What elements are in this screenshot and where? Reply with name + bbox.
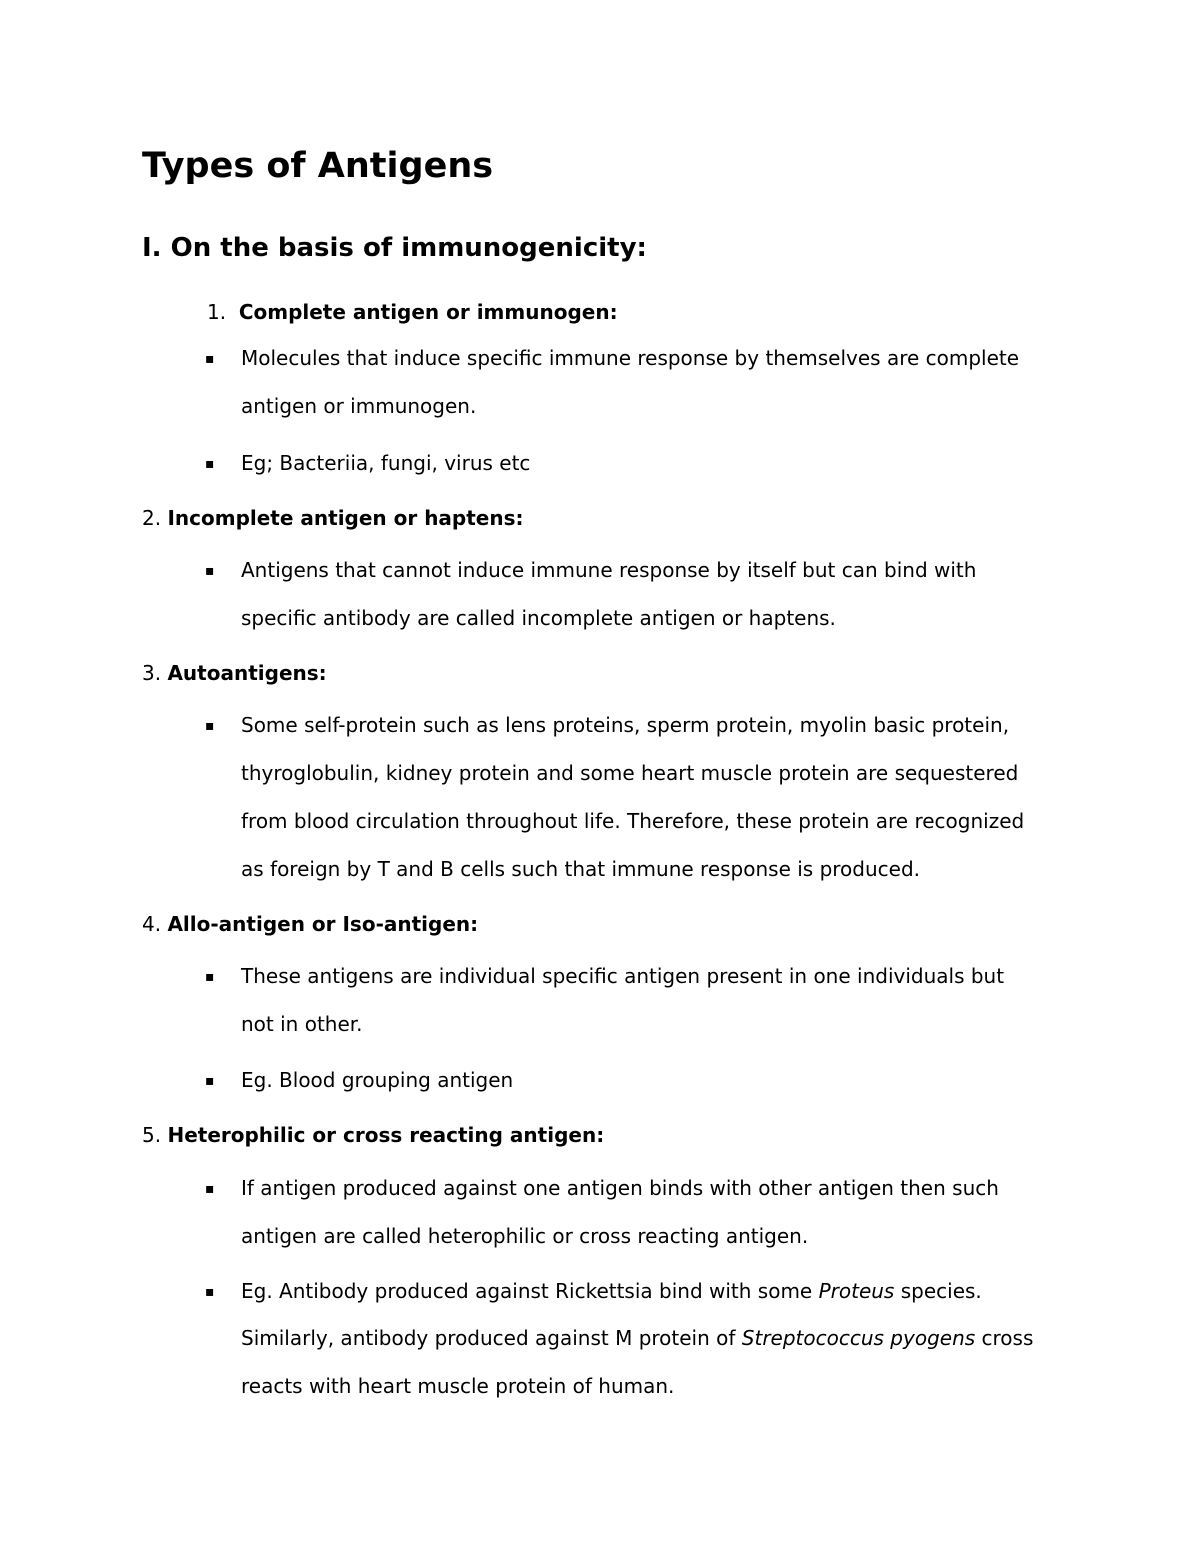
bullet-square-icon: ▪	[205, 1284, 215, 1300]
bullet-text-line: from blood circulation throughout life. Therefore, these protein are recognized	[241, 809, 1025, 833]
bullet-text-line: antigen or immunogen.	[241, 394, 477, 418]
bullet-square-icon: ▪	[205, 1181, 215, 1197]
item-heading-autoantigens: 3. Autoantigens:	[142, 661, 327, 685]
bullet-text-line: antigen are called heterophilic or cross reacting antigen.	[241, 1224, 809, 1248]
bullet-square-icon: ▪	[205, 1073, 215, 1089]
bullet-text-line: not in other.	[241, 1012, 363, 1036]
bullet-text-line: specific antibody are called incomplete antigen or haptens.	[241, 606, 836, 630]
bullet-text-line: Some self-protein such as lens proteins, sperm protein, myolin basic protein,	[241, 713, 1010, 737]
bullet-text-line: If antigen produced against one antigen binds with other antigen then such	[241, 1176, 999, 1200]
bullet-square-icon: ▪	[205, 351, 215, 367]
document-title: Types of Antigens	[142, 146, 494, 186]
bullet-text-line: Eg. Antibody produced against Rickettsia bind with some Proteus species.	[241, 1279, 982, 1303]
item-heading-allo-antigen: 4. Allo-antigen or Iso-antigen:	[142, 912, 479, 936]
item-heading-incomplete-antigen: 2. Incomplete antigen or haptens:	[142, 506, 524, 530]
bullet-text-line: Eg; Bacteriia, fungi, virus etc	[241, 451, 531, 475]
bullet-text-line: reacts with heart muscle protein of human.	[241, 1374, 675, 1398]
bullet-text-line: Molecules that induce specific immune response by themselves are complete	[241, 346, 1020, 370]
bullet-text-line: Antigens that cannot induce immune response by itself but can bind with	[241, 558, 977, 582]
bullet-square-icon: ▪	[205, 456, 215, 472]
bullet-square-icon: ▪	[205, 969, 215, 985]
section-heading: I. On the basis of immunogenicity:	[142, 233, 647, 263]
bullet-text-line: These antigens are individual specific antigen present in one individuals but	[241, 964, 1005, 988]
bullet-text-line: Similarly, antibody produced against M protein of Streptococcus pyogens cross	[241, 1326, 1034, 1350]
bullet-text-line: thyroglobulin, kidney protein and some heart muscle protein are sequestered	[241, 761, 1019, 785]
bullet-square-icon: ▪	[205, 718, 215, 734]
item-heading-heterophilic-antigen: 5. Heterophilic or cross reacting antigen:	[142, 1123, 605, 1147]
italic-species-name: Streptococcus pyogens	[741, 1326, 976, 1350]
bullet-square-icon: ▪	[205, 563, 215, 579]
bullet-text-line: Eg. Blood grouping antigen	[241, 1068, 514, 1092]
italic-genus-name: Proteus	[818, 1279, 895, 1303]
item-heading-complete-antigen: 1. Complete antigen or immunogen:	[207, 300, 618, 324]
bullet-text-line: as foreign by T and B cells such that immune response is produced.	[241, 857, 921, 881]
